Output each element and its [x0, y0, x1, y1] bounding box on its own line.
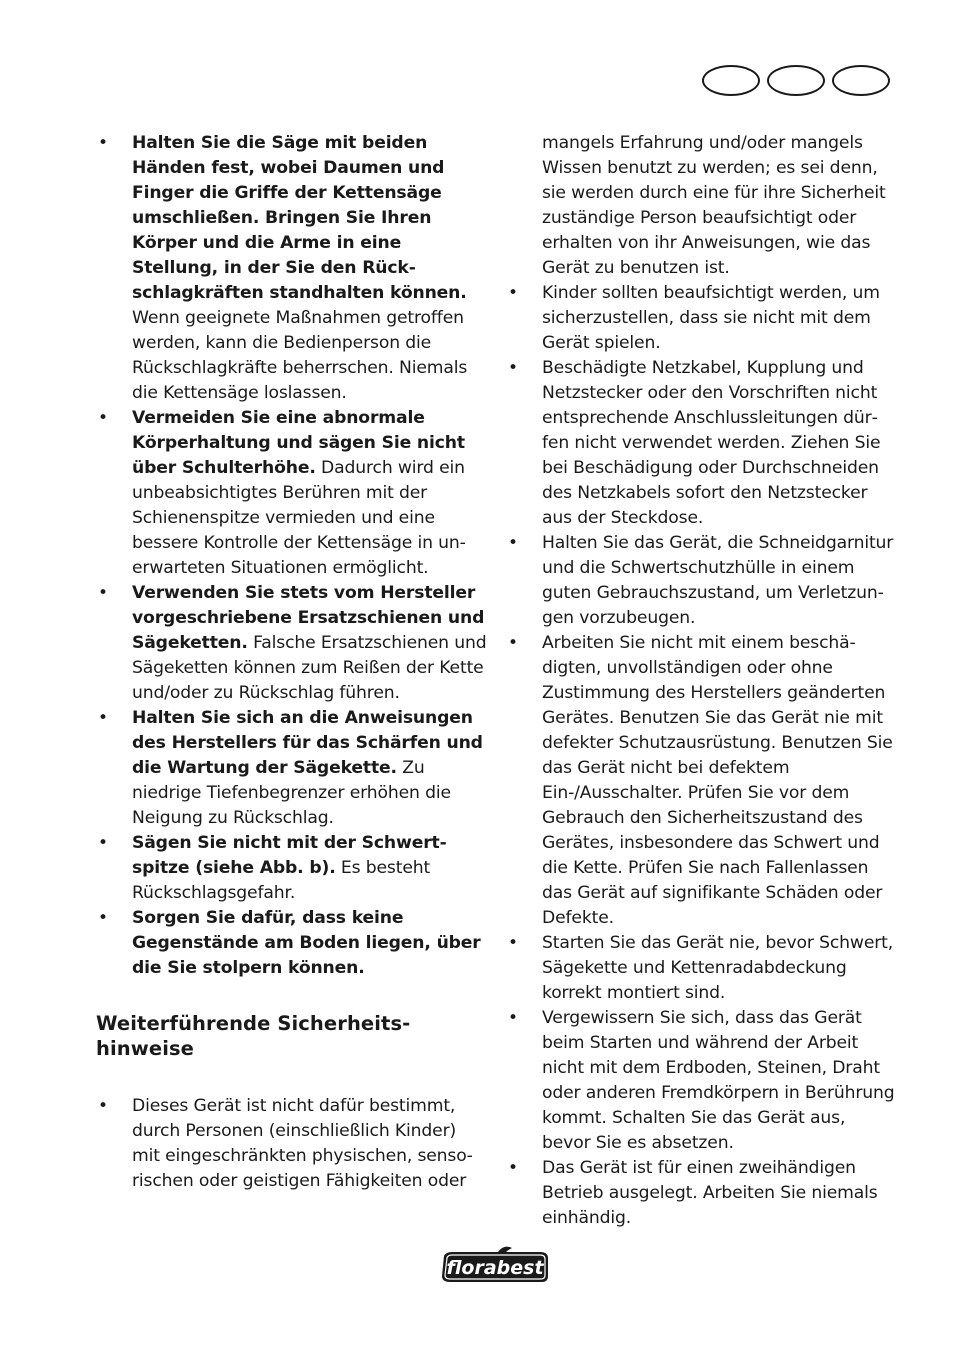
- region-oval-1: [702, 65, 760, 96]
- list-item: • Arbeiten Sie nicht mit einem beschädigten, unvollständigen oder ohne Zustimmung des Herstellers geänderten Gerätes. Benutzen Sie das Gerät nie mit defekter Schutzausrüstung. Benutzen Sie das Gerät nicht bei defektem Ein-/Ausschalter. Prüfen Sie vor dem Gebrauch den Sicherheitszustand des Gerätes, insbesondere das Schwert und die Kette. Prüfen Sie nach Fallenlassen das Gerät auf signifikante Schäden oder Defekte.: [506, 631, 898, 931]
- list-item: • Starten Sie das Gerät nie, bevor Schwert, Sägekette und Kettenradabdeckung korrekt montiert sind.: [506, 931, 898, 1006]
- left-column: [96, 131, 488, 1194]
- section-heading: Weiterführende Sicherheits- hinweise: [96, 1012, 411, 1060]
- list-item: • Das Gerät ist für einen zweihändigen Betrieb ausgelegt. Arbeiten Sie niemals einhändig.: [506, 1156, 898, 1231]
- list-item: • Halten Sie sich an die Anweisungen des Herstellers für das Schärfen und die Wartung der Sägekette. Zu niedrige Tiefenbegrenzer erhöhen die Neigung zu Rückschlag.: [96, 706, 488, 831]
- list-item: • Sägen Sie nicht mit der Schwertspitze (siehe Abb. b). Es besteht Rückschlagsgefahr.: [96, 831, 488, 906]
- region-oval-2: [767, 65, 825, 96]
- list-item: • Vergewissern Sie sich, dass das Gerät beim Starten und während der Arbeit nicht mit dem Erdboden, Steinen, Draht oder anderen Fremdkörpern in Berührung kommt. Schalten Sie das Gerät aus, bevor Sie es absetzen.: [506, 1006, 898, 1156]
- florabest-logo: [438, 1244, 552, 1288]
- list-item: • Verwenden Sie stets vom Hersteller vorgeschriebene Ersatzschienen und Sägeketten. Falsche Ersatzschienen und Sägeketten können zum Reißen der Kette und/oder zu Rückschlag führen.: [96, 581, 488, 706]
- safety-list-3: [506, 131, 898, 1231]
- list-item: • Halten Sie das Gerät, die Schneidgarnitur und die Schwertschutzhülle in einem guten Gebrauchszustand, um Verletzungen vorzubeugen.: [506, 531, 898, 631]
- list-item: • Kinder sollten beaufsichtigt werden, um sicherzustellen, dass sie nicht mit dem Gerät spielen.: [506, 281, 898, 356]
- list-item: • Sorgen Sie dafür, dass keine Gegenstände am Boden liegen, über die Sie stolpern können.: [96, 906, 488, 981]
- list-item: • Beschädigte Netzkabel, Kupplung und Netzstecker oder den Vorschriften nicht entsprechende Anschlussleitungen dürfen nicht verwendet werden. Ziehen Sie bei Beschädigung oder Durchschneiden des Netzkabels sofort den Netzstecker aus der Steckdose.: [506, 356, 898, 531]
- list-item: • Halten Sie die Säge mit beiden Händen fest, wobei Daumen und Finger die Griffe der Kettensäge umschließen. Bringen Sie Ihren Körper und die Arme in eine Stellung, in der Sie den Rückschlagkräften standhalten können. Wenn geeignete Maßnahmen getroffen werden, kann die Bedienperson die Rückschlagkräfte beherrschen. Niemals die Kettensäge loslassen.: [96, 131, 488, 406]
- list-item-continuation: mangels Erfahrung und/oder mangels Wissen benutzt zu werden; es sei denn, sie werden durch eine für ihre Sicherheit zuständige Person beaufsichtigt oder erhalten von ihr Anweisungen, wie das Gerät zu benutzen ist.: [542, 133, 886, 278]
- region-oval-3: [832, 65, 890, 96]
- right-column: [506, 131, 898, 1231]
- language-region-ovals: [702, 65, 890, 99]
- safety-list-1: [96, 131, 488, 981]
- list-item: • Dieses Gerät ist nicht dafür bestimmt, durch Personen (einschließlich Kinder) mit eingeschränkten physischen, sensorischen oder geistigen Fähigkeiten oder: [96, 1094, 488, 1194]
- safety-list-2: [96, 1094, 488, 1194]
- list-item: • Vermeiden Sie eine abnormale Körperhaltung und sägen Sie nicht über Schulterhöhe. Dadurch wird ein unbeabsichtigtes Berühren mit der Schienenspitze vermieden und eine bessere Kontrolle der Kettensäge in unerwarteten Situationen ermöglicht.: [96, 406, 488, 581]
- logo-text: florabest: [446, 1257, 544, 1279]
